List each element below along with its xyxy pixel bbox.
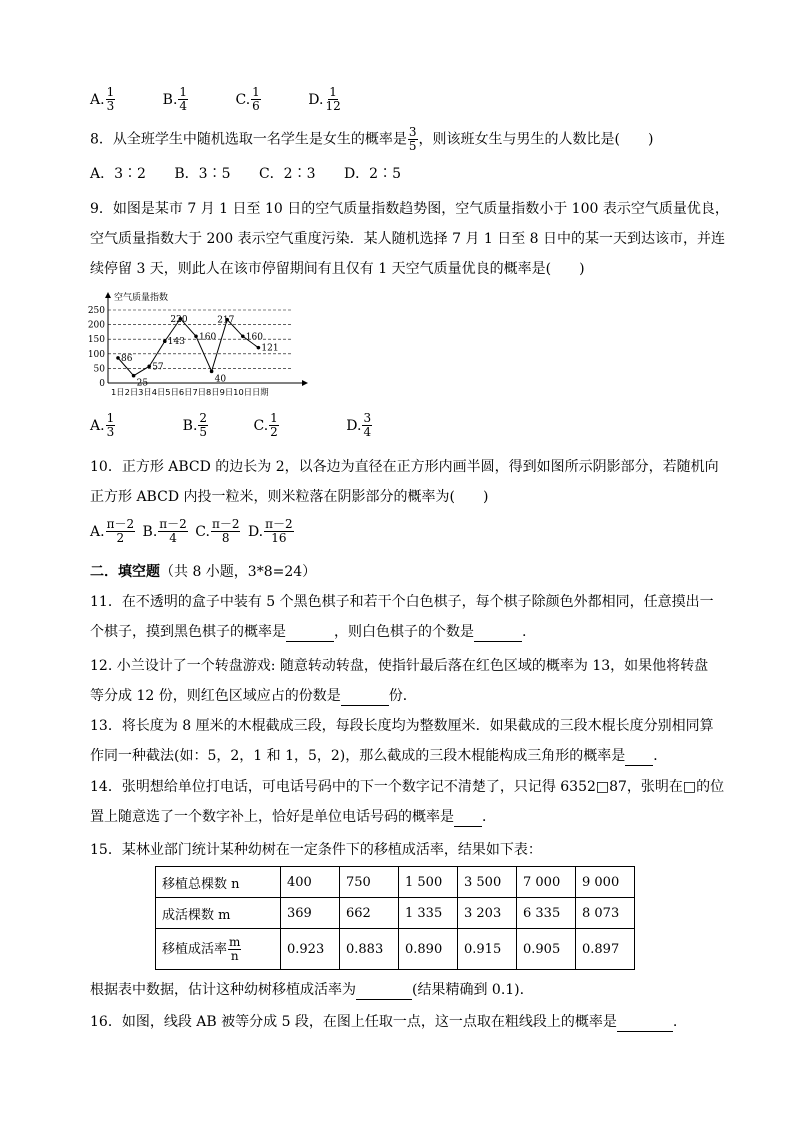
transplant-survival-table xyxy=(155,866,635,970)
table-row xyxy=(156,898,635,929)
q9-option-c[interactable]: C. $\frac{1}{2}$ xyxy=(253,411,278,439)
y-tick-label: 200 xyxy=(87,320,105,331)
table-row-header: 移植总棵数 n xyxy=(156,867,281,898)
q9-options xyxy=(90,412,373,439)
table-cell: 1 335 xyxy=(399,898,458,929)
q10-option-d[interactable]: D. $\frac{\pi-2}{16}$ xyxy=(247,517,293,545)
q7-option-b[interactable]: B. $\frac{1}{4}$ xyxy=(162,85,188,113)
q15-after: 根据表中数据，估计这种幼树移植成活率为 (结果精确到 0.1). xyxy=(90,982,525,998)
table-cell: 7 000 xyxy=(517,867,576,898)
data-point xyxy=(210,370,214,374)
table-cell: 0.923 xyxy=(281,929,340,970)
data-label: 121 xyxy=(261,343,279,354)
data-point xyxy=(116,356,120,360)
table-cell: 8 073 xyxy=(576,898,635,929)
data-label: 217 xyxy=(217,315,235,326)
data-point xyxy=(241,334,245,338)
table-cell: 3 500 xyxy=(458,867,517,898)
q8-stem: 8．从全班学生中随机选取一名学生是女生的概率是 $\frac{3}{5}$ ，则该班女生与男生的人数比是( ) xyxy=(90,125,654,153)
q9-line-2: 空气质量指数大于 200 表示空气重度污染．某人随机选择 7 月 1 日至 8 日中的某一天到达该市，并连 xyxy=(90,231,726,247)
q10-line-1: 10．正方形 ABCD 的边长为 2，以各边为直径在正方形内画半圆，得到如图所示阴影部分，若随机向 xyxy=(90,459,719,475)
q8-options xyxy=(90,164,401,184)
q14-line-1: 14．张明想给单位打电话，可电话号码中的下一个数字记不清楚了，只记得 6352□87，张明在□的位 xyxy=(90,779,725,795)
table-cell: 3 203 xyxy=(458,898,517,929)
q10-option-b[interactable]: B. $\frac{\pi-2}{4}$ xyxy=(142,517,187,545)
q13-line-2: 作同一种截法(如：5，2，1 和 1，5，2)，那么截成的三段木棍能构成三角形的概率是 ． xyxy=(90,748,668,764)
table-row xyxy=(156,929,635,970)
section-2-heading: 二．填空题（共 8 小题，3*8=24） xyxy=(90,564,317,580)
q9-option-a[interactable]: A. $\frac{1}{3}$ xyxy=(90,411,115,439)
y-axis-arrow xyxy=(105,292,111,298)
series-line xyxy=(118,319,258,376)
data-label: 160 xyxy=(199,332,217,343)
q9-line-1: 9．如图是某市 7 月 1 日至 10 日的空气质量指数趋势图，空气质量指数小于 100 表示空气质量优良， xyxy=(90,201,729,217)
y-tick-label: 100 xyxy=(87,349,105,360)
data-point xyxy=(147,365,151,369)
table-cell: 400 xyxy=(281,867,340,898)
q7-option-d[interactable]: D. $\frac{1}{12}$ xyxy=(308,85,341,113)
q16-blank[interactable] xyxy=(617,1015,673,1032)
table-cell: 0.915 xyxy=(458,929,517,970)
x-tick-labels: 1日2日3日4日5日6日7日8日9日10日日期 xyxy=(111,387,269,397)
q10-option-a[interactable]: A. $\frac{\pi-2}{2}$ xyxy=(90,517,135,545)
q11-line-2: 个棋子，摸到黑色棋子的概率是 ，则白色棋子的个数是 . xyxy=(90,624,527,640)
y-axis-title: 空气质量指数 xyxy=(114,293,169,303)
q10-line-2: 正方形 ABCD 内投一粒米，则米粒落在阴影部分的概率为( ) xyxy=(90,489,489,505)
data-label: 57 xyxy=(152,362,164,373)
x-axis-arrow xyxy=(302,380,308,386)
data-label: 160 xyxy=(245,332,263,343)
data-point xyxy=(132,374,136,378)
q13-blank[interactable] xyxy=(625,749,653,766)
table-cell: 9 000 xyxy=(576,867,635,898)
q10-options xyxy=(90,518,295,545)
y-tick-label: 50 xyxy=(93,364,105,375)
q11-blank-2[interactable] xyxy=(474,625,522,642)
q7-options xyxy=(90,86,343,113)
table-row-header: 移植成活率 $\frac{m}{n}$ xyxy=(156,929,281,970)
q16-stem: 16．如图，线段 AB 被等分成 5 段，在图上任取一点，这一点取在粗线段上的概率是 . xyxy=(90,1014,678,1030)
q8-option-b[interactable]: B．3∶5 xyxy=(174,166,231,182)
table-cell: 369 xyxy=(281,898,340,929)
table-cell: 6 335 xyxy=(517,898,576,929)
data-point xyxy=(163,339,167,343)
q10-option-c[interactable]: C. $\frac{\pi-2}{8}$ xyxy=(195,517,240,545)
data-label: 220 xyxy=(170,314,188,325)
q7-option-c[interactable]: C. $\frac{1}{6}$ xyxy=(235,85,260,113)
table-cell: 662 xyxy=(340,898,399,929)
q14-line-2: 置上随意选了一个数字补上，恰好是单位电话号码的概率是 ． xyxy=(90,809,496,825)
q9-option-d[interactable]: D. $\frac{3}{4}$ xyxy=(346,411,372,439)
data-label: 86 xyxy=(121,353,133,364)
q9-option-b[interactable]: B. $\frac{2}{5}$ xyxy=(182,411,208,439)
data-point xyxy=(194,334,198,338)
data-label: 143 xyxy=(167,337,185,348)
q12-line-1: 12. 小兰设计了一个转盘游戏: 随意转动转盘，使指针最后落在红色区域的概率为 13，如果他将转盘 xyxy=(90,658,709,674)
q15-blank[interactable] xyxy=(356,983,412,1000)
q8-option-c[interactable]: C．2∶3 xyxy=(258,166,316,182)
table-cell: 750 xyxy=(340,867,399,898)
data-label: 25 xyxy=(136,378,149,389)
q13-line-1: 13．将长度为 8 厘米的木棍截成三段，每段长度均为整数厘米．如果截成的三段木棍长度分别相同算 xyxy=(90,718,714,734)
table-cell: 0.897 xyxy=(576,929,635,970)
q11-blank-1[interactable] xyxy=(286,625,334,642)
q12-blank[interactable] xyxy=(341,689,389,706)
q8-option-a[interactable]: A．3∶2 xyxy=(90,166,146,182)
y-tick-label: 250 xyxy=(87,306,105,316)
data-label: 40 xyxy=(214,374,227,385)
q7-option-a[interactable]: A. $\frac{1}{3}$ xyxy=(90,85,115,113)
table-cell: 1 500 xyxy=(399,867,458,898)
table-row xyxy=(156,867,635,898)
q14-blank[interactable] xyxy=(454,810,482,827)
y-tick-label: 150 xyxy=(87,335,105,346)
data-point xyxy=(257,346,261,350)
q15-title: 15．某林业部门统计某种幼树在一定条件下的移植成活率，结果如下表： xyxy=(90,842,542,858)
table-cell: 0.883 xyxy=(340,929,399,970)
q12-line-2: 等分成 12 份，则红色区域应占的份数是 份． xyxy=(90,688,417,704)
table-cell: 0.905 xyxy=(517,929,576,970)
q8-option-d[interactable]: D．2∶5 xyxy=(343,166,401,182)
table-row-header: 成活棵数 m xyxy=(156,898,281,929)
q9-line-3: 续停留 3 天，则此人在该市停留期间有且仅有 1 天空气质量优良的概率是( ) xyxy=(90,261,585,277)
table-cell: 0.890 xyxy=(399,929,458,970)
q11-line-1: 11．在不透明的盒子中装有 5 个黑色棋子和若干个白色棋子，每个棋子除颜色外都相同，任意摸出一 xyxy=(90,594,714,610)
y-tick-label: 0 xyxy=(99,379,105,389)
air-quality-chart xyxy=(86,288,326,400)
